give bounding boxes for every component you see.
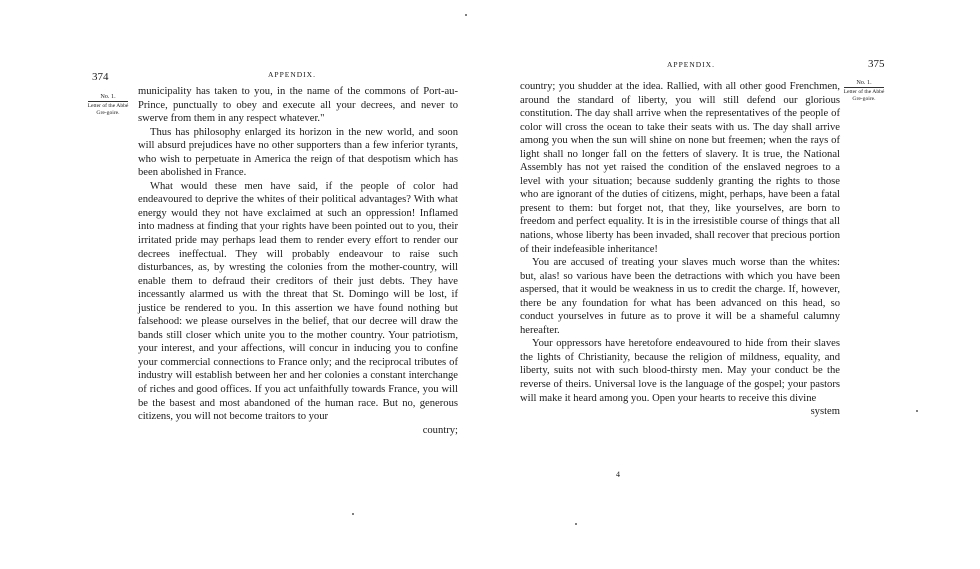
paragraph: municipality has taken to you, in the name of the commons of Port-au-Prince, punctually to obey and execute all your decrees, and never to swerve from them in any respect whatever." bbox=[138, 86, 458, 125]
right-page bbox=[490, 0, 980, 569]
body-text bbox=[138, 85, 458, 437]
catchword: country; bbox=[422, 424, 458, 436]
catchword: system bbox=[810, 406, 840, 418]
margin-note-number: No. 1. bbox=[100, 93, 116, 100]
signature-mark: 4 bbox=[616, 470, 620, 479]
running-header: APPENDIX. bbox=[667, 60, 715, 69]
scan-speck bbox=[916, 410, 918, 412]
page-number: 374 bbox=[92, 71, 109, 83]
margin-note bbox=[842, 80, 886, 102]
running-header: APPENDIX. bbox=[268, 70, 316, 79]
paragraph: country; you shudder at the idea. Rallied, with all other good Frenchmen, around the standard of liberty, you will still defend our glorious constitution. The day shall arrive when the representatives of the people of color will cross the ocean to take their seats with us. The day shall arrive among you when the sun will shine on none but freemen; when the rays of light shall no longer fall on the fetters of slavery. It is true, the National Assembly has not yet raised the condition of the enslaved negroes to a level with your situation; because suddenly granting the rights to those who are ignorant of the duties of citizens, might, perhaps, have been a fatal present to them: but forget not, that they, like yourselves, are born to freedom and perfect equality. It is in the irresistible course of things that all nations, whose liberty has been invaded, shall recover that precious portion of their indefeasible inheritance! bbox=[520, 81, 840, 255]
body-text bbox=[520, 80, 840, 419]
margin-note-text: Letter of the Abbé Gre-goire. bbox=[843, 89, 885, 102]
scan-speck bbox=[352, 513, 354, 515]
scan-speck bbox=[465, 14, 467, 16]
scan-speck bbox=[575, 523, 577, 525]
paragraph: What would these men have said, if the people of color had endeavoured to deprive the whites of their political advantages? With what energy would they not have exclaimed at such an oppression! Inflamed into madness at finding that your rights have been pointed out to you, their irritated pride may perhaps lead them to render every effort to render our decrees ineffectual. They will probably endeavour to raise such disturbances, as, by wresting the colonies from the mother-country, will enable them to defraud their creditors of their just debts. They have incessantly alarmed us with the threat that St. Domingo will be lost, if justice be rendered to you. In this assertion we have found nothing but falsehood: we please ourselves in the belief, that our decree will draw the bands still closer which unite you to the mother country. Your patriotism, your interest, and your affections, will concur in inducing you to confine your commercial connections to France only; and the reciprocal tributes of industry will establish between her and her colonies a constant interchange of riches and good offices. If you act unfaithfully towards France, you will be the basest and most abandoned of the human race. But no, generous citizens, you will not become traitors to your bbox=[138, 180, 458, 423]
margin-note-text: Letter of the Abbé Gre-goire. bbox=[87, 103, 129, 116]
paragraph: You are accused of treating your slaves much worse than the whites: but, alas! so various have been the detractions with which you have been aspersed, that it would be weakness in us to credit the charge. If, however, there be any foundation for what has been advanced on this head, so conduct yourselves in future as to prove it will be a shameful calumny hereafter. bbox=[520, 257, 840, 336]
margin-note-number: No. 1. bbox=[856, 79, 872, 86]
paragraph: Thus has philosophy enlarged its horizon in the new world, and soon will absurd prejudices have no other supporters than a few inferior tyrants, who wish to perpetuate in America the reign of that despotism which has been abolished in France. bbox=[138, 126, 458, 179]
page-number: 375 bbox=[868, 58, 885, 70]
paragraph: Your oppressors have heretofore endeavoured to hide from their slaves the lights of Christianity, because the religion of mildness, equality, and liberty, suits not with such blood-thirsty men. May your conduct be the reverse of theirs. Universal love is the language of the gospel; your pastors will make it heard among you. Open your hearts to receive this divine bbox=[520, 338, 840, 404]
margin-note bbox=[86, 94, 130, 116]
